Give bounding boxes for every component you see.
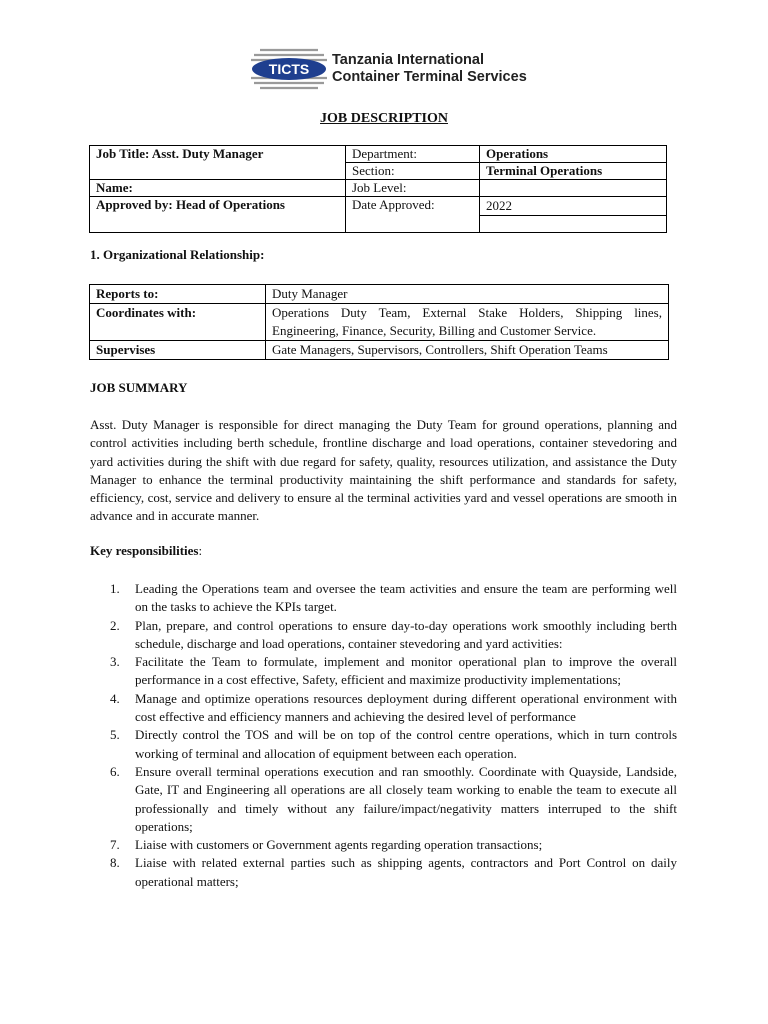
list-text: Directly control the TOS and will be on top of the control centre operations, which in turn controls working of terminal and allocation of equipment between each operation. [135, 727, 677, 761]
job-summary-heading: JOB SUMMARY [90, 380, 188, 395]
list-item [110, 726, 677, 763]
key-responsibilities-label: Key responsibilities [90, 543, 199, 558]
org-label: Coordinates with: [90, 304, 266, 341]
list-item [110, 763, 677, 836]
job-title: Job Title: Asst. Duty Manager [96, 146, 264, 161]
job-summary-text: Asst. Duty Manager is responsible for direct managing the Duty Team for ground operations, planning and control activities including berth schedule, frontline discharge and load operations, container stevedoring and yard activities during the shift with due regard for safety, quality, resources utilization, and assistance the Duty Manager to enhance the terminal productivity maintaining the shift performance and standards for safety, efficiency, cost, service and delivery to ensure al the terminal activities yard and vessel operations are smooth in advance and in accurate manner. [90, 417, 677, 524]
name-label: Name: [90, 180, 346, 197]
table-row [90, 285, 669, 304]
list-number: 2. [110, 617, 120, 633]
list-text: Ensure overall terminal operations execution and ran smoothly. Coordinate with Quayside, Landside, Gate, IT and Engineering all operations are all closely team working to enable the team to execute all professionally and timely without any failure/impact/negativity matters interruped to the shift operations; [135, 763, 677, 834]
section-label: Section: [346, 163, 480, 180]
list-item [110, 854, 677, 891]
company-logo [248, 44, 548, 94]
org-value: Gate Managers, Supervisors, Controllers, Shift Operation Teams [266, 341, 669, 360]
list-text: Plan, prepare, and control operations to ensure day-to-day operations work smoothly including berth schedule, discharge and load operations, container stevedoring and yard activities: [135, 617, 677, 651]
key-responsibilities-colon: : [198, 543, 203, 558]
list-item [110, 690, 677, 727]
list-number: 3. [110, 654, 120, 670]
section-value: Terminal Operations [480, 163, 667, 180]
list-number: 8. [110, 855, 120, 871]
approved-by: Approved by: Head of Operations [90, 197, 346, 233]
list-number: 5. [110, 727, 120, 743]
list-text: Facilitate the Team to formulate, implement and monitor operational plan to improve the overall performance in a cost effective, Safety, efficient and maximize productivity implementations; [135, 654, 677, 688]
org-label: Supervises [90, 341, 266, 360]
ticts-logo-icon [248, 44, 330, 94]
list-item [110, 617, 677, 654]
logo-wordmark: TICTS [268, 61, 310, 77]
table-row [90, 341, 669, 360]
job-level-label: Job Level: [346, 180, 480, 197]
org-value: Operations Duty Team, External Stake Holders, Shipping lines, Engineering, Finance, Security, Billing and Customer Service. [266, 304, 669, 341]
job-info-table [89, 145, 667, 233]
key-responsibilities-heading [90, 543, 202, 559]
list-item [110, 836, 677, 854]
list-number: 1. [110, 581, 120, 596]
list-number: 7. [110, 837, 120, 853]
org-value: Duty Manager [266, 285, 669, 304]
empty-cell [480, 216, 667, 233]
list-text: Manage and optimize operations resources deployment during different operational environment with cost effective and efficiency manners and achieving the desired level of performance [135, 690, 677, 725]
table-row [90, 304, 669, 341]
company-name-line1: Tanzania International [332, 52, 485, 68]
list-text: Liaise with related external parties such as shipping agents, contractors and Port Control on daily operational matters; [135, 855, 677, 889]
list-number: 6. [110, 763, 120, 779]
date-approved-label: Date Approved: [346, 197, 480, 233]
list-item [110, 653, 677, 690]
job-title-cell [90, 146, 346, 180]
list-text: Liaise with customers or Government agents regarding operation transactions; [135, 837, 543, 853]
org-relationship-heading: 1. Organizational Relationship: [90, 247, 265, 262]
department-value: Operations [480, 146, 667, 163]
org-label: Reports to: [90, 285, 266, 304]
date-approved-value: 2022 [480, 197, 667, 216]
list-text: Leading the Operations team and oversee the team activities and ensure the team are performing well on the tasks to achieve the KPIs target. [135, 581, 677, 615]
department-label: Department: [346, 146, 480, 163]
list-number: 4. [110, 690, 120, 706]
job-level-value [480, 180, 667, 197]
company-name-line2: Container Terminal Services [332, 69, 527, 85]
list-item [110, 580, 677, 617]
responsibilities-list [110, 580, 677, 891]
org-relationship-table [89, 284, 669, 360]
document-title: JOB DESCRIPTION [320, 111, 448, 126]
company-name [332, 52, 527, 86]
